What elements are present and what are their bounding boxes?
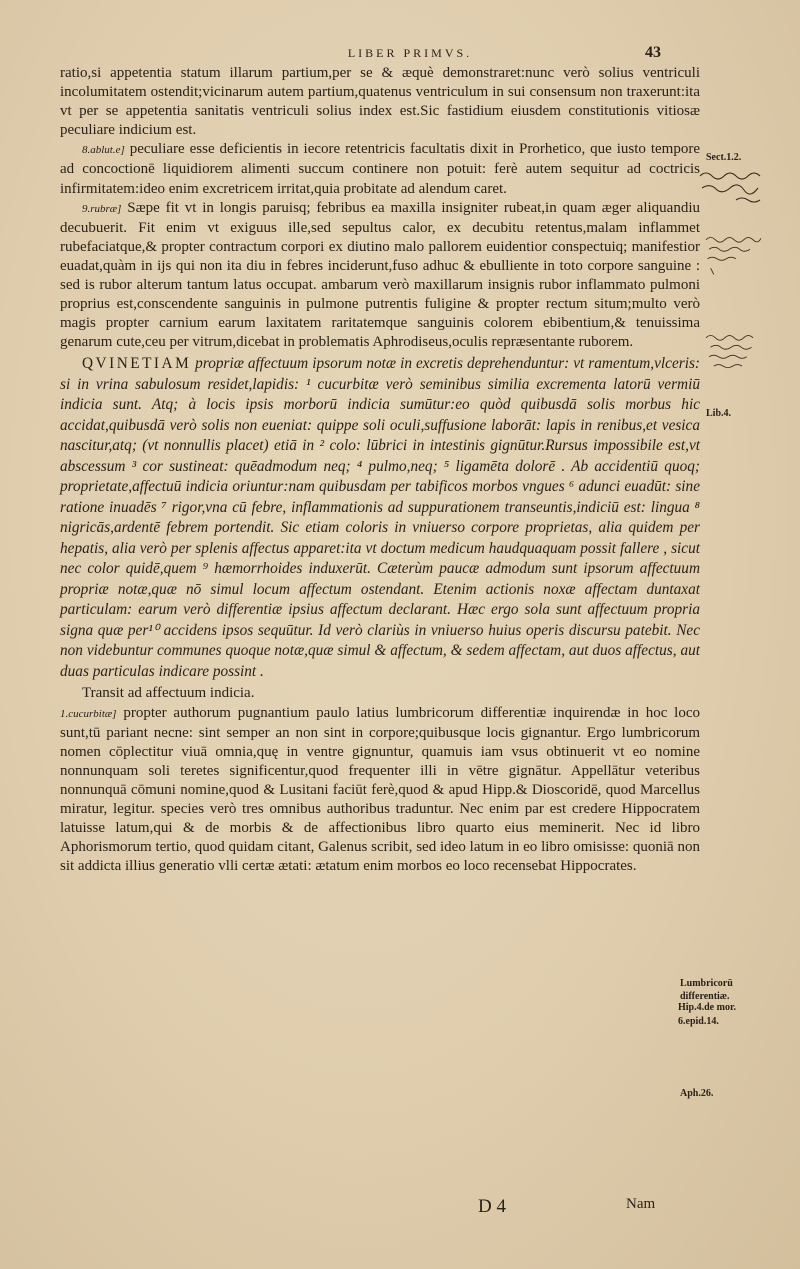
margin-note-sect: Sect.1.2. bbox=[706, 152, 742, 163]
quinetiam-caps: QVINETIAM bbox=[82, 355, 192, 373]
quotation-text: propriæ affectuum ipsorum notæ in excretis deprehenduntur: vt ramentum,vlceris: si in vrina sabulosum residet,lapidis: ¹ cucurbitæ verò seminibus similia excrementa latorū vermiū indicia sunt. Atq; à locis ipsis morborū indicia sumūtur:eo quòd quibusdā solis morbus hic accidat,quibusdā verò solis non eueniat: quippe soli oculi,suffusione laborāt: lapis in renibus,et vesica nascitur,atq; (vt nonnullis placet) etiā in ² colo: lūbrici in intestinis gignūtur.Rursus impossibile est,vt abscessum ³ cor sustineat: quēadmodum neq; ⁴ pulmo,neq; ⁵ ligamēta dolorē . Ab accidentiū quoq; proprietate,affectuū indicia oriuntur:nam quibusdam per tabificos morbos vngues ⁶ adunci euadūt: sine ratione inuadēs ⁷ rigor,vna cū febre, inflammationis ad suppurationem transeuntis,indiciū est: lingua ⁸ nigricās,ardentē febrem portendit. Sic etiam coloris in vniuerso corpore proprietas, alia quidem per hepatis, alia verò per splenis affectus apparet:ita vt doctum medicum haudquaquam possit fallere , sicut nec color quidē,quem ⁹ hæmorrhoides induxerūt. Cæterùm paucæ admodum sunt ipsorum affectuum propriæ notæ,quæ nō simul locum affectum ostendant. Etenim actionis noxæ affectam duntaxat particulam: earum verò differentiæ ipsius affectum declarant. Hæc ergo sola sunt affectuum propria signa quæ per¹⁰ accidens ipsos sequūtur. Id verò clariùs in vniuerso huius operis discursu patebit. Nec non videbuntur communes quoque notæ,quæ simul & affectum, & sedem affectam, aut duos affectus, aut duas particulas indicare possint . bbox=[60, 355, 700, 680]
margin-note-lib4: Lib.4. bbox=[706, 408, 732, 419]
paragraph-6 bbox=[60, 704, 700, 877]
paragraph-5: Transit ad affectuum indicia. bbox=[82, 685, 255, 702]
main-text-block bbox=[60, 64, 700, 876]
handwritten-annotation-1 bbox=[696, 164, 778, 208]
paragraph-2-text: peculiare esse deficientis in iecore retentricis facultatis dixit in Prorhetico, que iusto tempore ad concoctionē liquidiorem alimenti succum continere non potuit: ferè autem sequitur ad coctricis infirmitatem:ideo enim excretricem irritat,quia probitate ad alendum caret. bbox=[60, 141, 700, 197]
margin-note-hip: Hip.4.de mor. bbox=[678, 1002, 736, 1013]
running-title: LIBER PRIMVS. bbox=[347, 46, 473, 60]
margin-note-lumbricorum: Lumbricorū bbox=[680, 978, 733, 989]
lemma-8: 8.ablut.e] bbox=[82, 144, 125, 157]
paragraph-6-text: propter authorum pugnantium paulo latius lumbricorum differentiæ inquirendæ in hoc loco sunt,tū pariant necne: sint semper an non sint in corpore;quibusque locis gignantur. Ergo lumbricorum nomen cōplectitur viuā omnia,quę in ventre gignuntur, quamuis iam vsus obtinuerit vt eo nomine nonnunquam soli teretes significentur,quod frequenter illi in vētre gignātur. Appellātur veteribus nonnunquā cōmuni nomine,quod & Lusitani faciūt ferè,quod & apud Hipp.& Dioscoridē, quod Marcellus miratur, legitur. species verò tres omnibus authoribus traduntur. Nec enim par est credere Hippocratem latuisse latum,qui & de morbis & de affectionibus libro quarto eius meminerit. Nec id libro Aphorismorum tertio, quod quidam citant, Galenus scribit, sed ideo latum in eo libro omisisse: quoniā non sit addicta illius generatio vlli certæ ætati: ætatum enim morbos eo loco recensebat Hippocrates. bbox=[60, 704, 700, 875]
paragraph-1: ratio,si appetentia statum illarum partium,per se & æquè demonstraret:nunc verò solius ventriculi incolumitatem ostendit;vicinarum autem partium,quatenus ventriculum in sui consensum non traxerunt:ita vt per se appetentia sanitatis ventriculi solius index est.Sic fastidium eiusdem constitutionis vitiosæ peculiare indicium est. bbox=[60, 65, 700, 139]
catchword: Nam bbox=[626, 1196, 656, 1212]
handwritten-annotation-3 bbox=[694, 330, 776, 374]
margin-note-aph: Aph.26. bbox=[680, 1088, 714, 1099]
paragraph-3 bbox=[60, 199, 700, 353]
handwritten-annotation-2 bbox=[694, 232, 776, 276]
paragraph-2 bbox=[60, 140, 700, 198]
signature-mark: D 4 bbox=[478, 1196, 506, 1217]
page-number: 43 bbox=[645, 44, 661, 61]
quotation-block bbox=[60, 354, 700, 682]
lemma-9: 9.rubræ] bbox=[82, 202, 122, 215]
margin-note-epid: 6.epid.14. bbox=[678, 1016, 719, 1027]
paragraph-3-text: Sæpe fit vt in longis paruisq; febribus ea maxilla insigniter rubeat,in quam æger aliquandiu decubuerit. Fit enim vt exiguus ille,sed sepultus calor, ex decubitu retentus,malam inflammet rubefaciatque,& propter contractum corpori ex diutino malo pallorem euidentior conspectuiq; manifestior euadat,quàm in ijs qui non ita diu in febres inciderunt,fuso adhuc & ebulliente in toto corpore sanguine : sed is rubor alterum tantum latus occupat. ambarum verò maxillarum insignis rubor inflammato pulmoni proprius est,conscendente sanguinis in pulmone putrentis fuligine & propter rectum situm;multo verò magis propter carnium earum laxitatem raritatemque sanguinis colorem ebibentium,& tenuissima genarum cute,ceu per vitrum,dicebat in problematis Aphrodiseus,oculis repræsentante ruborem. bbox=[60, 199, 700, 351]
lemma-1: 1.cucurbitæ] bbox=[60, 707, 117, 720]
margin-note-differentiae: differentiæ. bbox=[680, 991, 730, 1002]
